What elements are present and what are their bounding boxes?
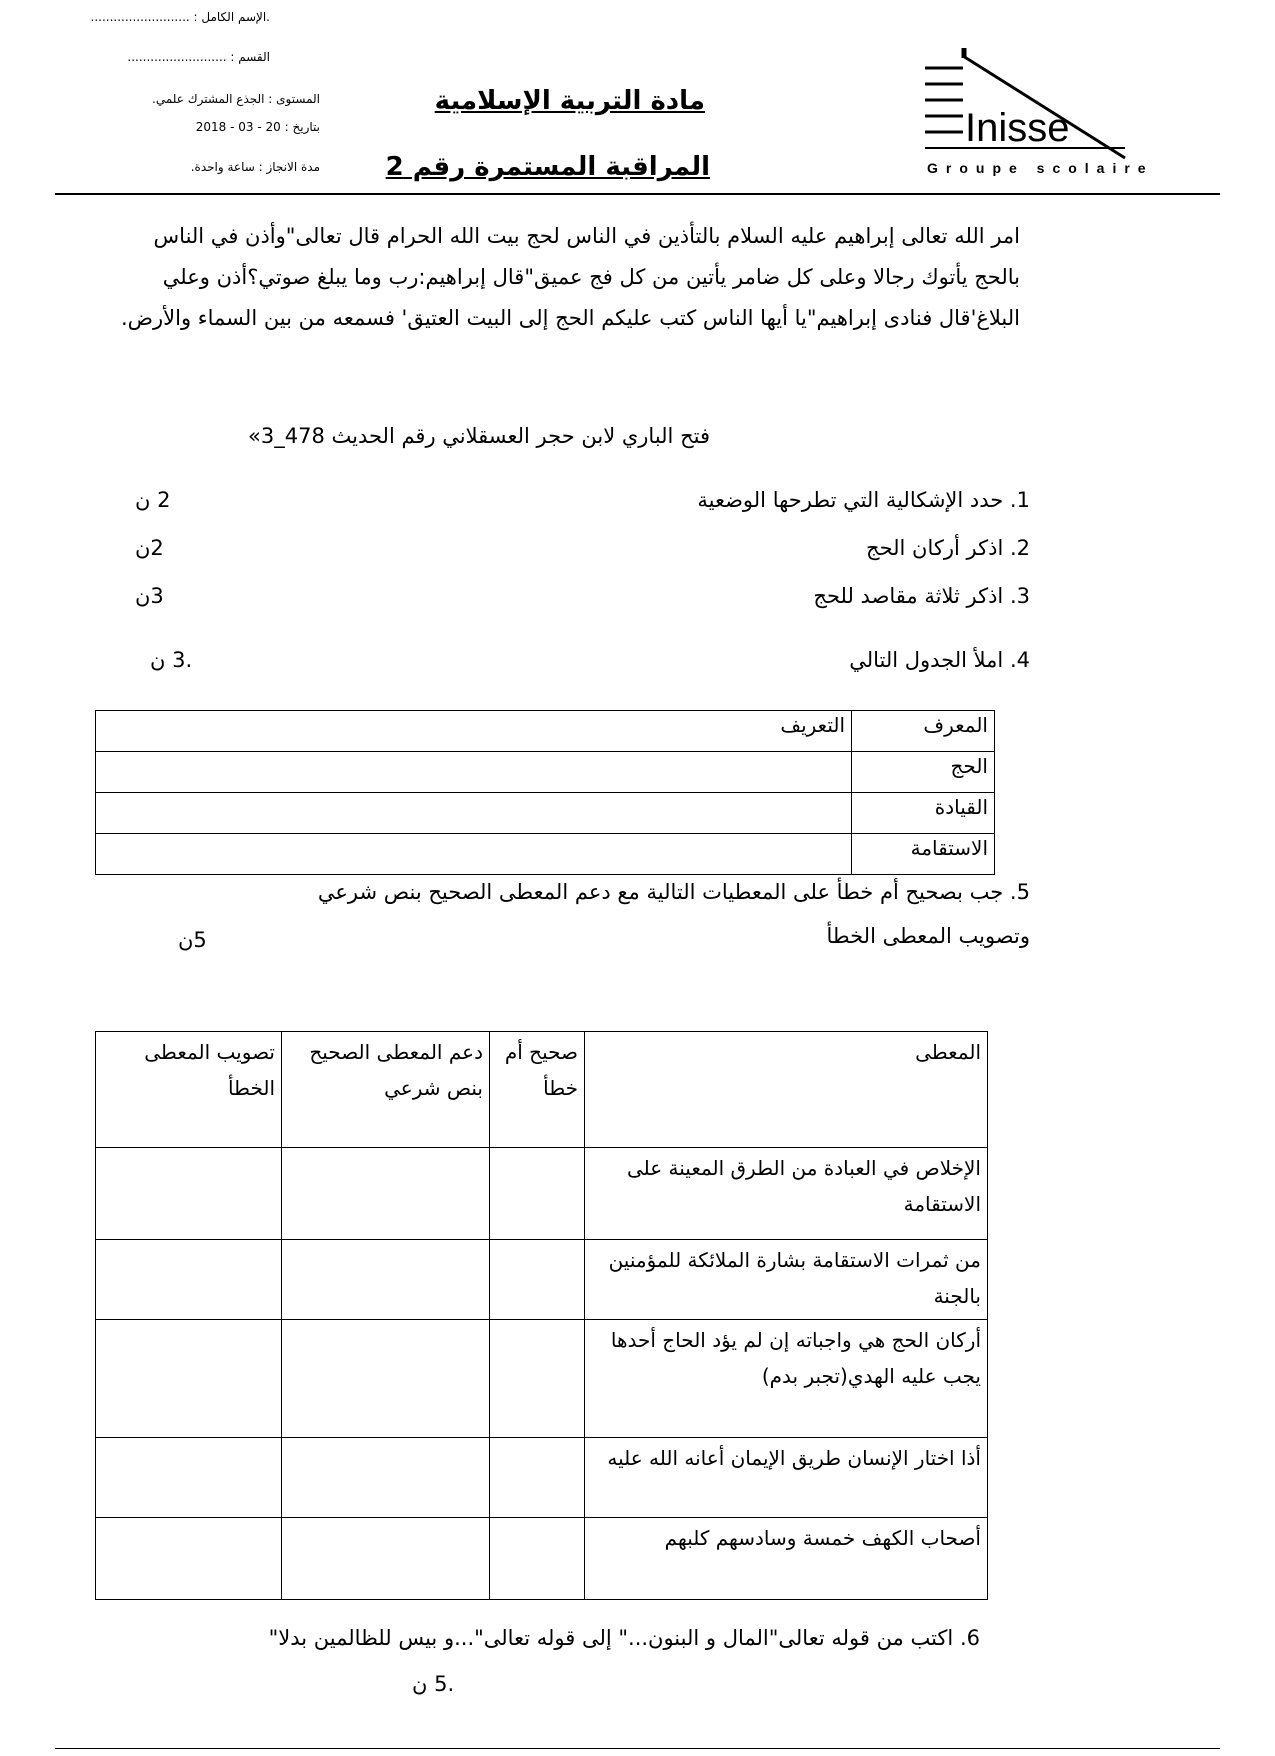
question-6: 6. اكتب من قوله تعالى"المال و البنون..." إلى قوله تعالى"...و بيس للظالمين بدلا": [268, 1626, 980, 1650]
passage-source: فتح الباري لابن حجر العسقلاني رقم الحديث 478_3»: [248, 424, 710, 448]
correction-cell[interactable]: [96, 1320, 282, 1438]
table-row: [96, 793, 995, 834]
correction-cell[interactable]: [96, 1438, 282, 1518]
definition-cell[interactable]: [96, 834, 852, 875]
question-5-line1: 5. جب بصحيح أم خطأ على المعطيات التالية مع دعم المعطى الصحيح بنص شرعي: [317, 880, 1030, 904]
table-row: [96, 1518, 988, 1600]
name-field-label: .الإسم الكامل : ..........................: [90, 10, 270, 24]
table-row: [96, 1438, 988, 1518]
header-correction: تصويب المعطى الخطأ: [96, 1032, 282, 1148]
question-2-mark: 2ن: [135, 536, 164, 560]
question-1-mark: 2 ن: [135, 488, 171, 512]
footer-divider: [55, 1748, 1220, 1749]
statement-cell: أصحاب الكهف خمسة وسادسهم كلبهم: [585, 1518, 988, 1600]
answer-cell[interactable]: [490, 1320, 585, 1438]
statement-cell: أركان الحج هي واجباته إن لم يؤد الحاج أحدها يجب عليه الهدي(تجبر بدم): [585, 1320, 988, 1438]
question-6-mark: .5 ن: [412, 1672, 455, 1696]
school-logo: [925, 48, 1154, 178]
support-cell[interactable]: [282, 1320, 490, 1438]
logo-subtitle: Groupe scolaire: [927, 160, 1154, 176]
question-5-line2: وتصويب المعطى الخطأ: [826, 924, 1030, 948]
header-divider: [55, 193, 1220, 195]
support-cell[interactable]: [282, 1148, 490, 1240]
question-3-mark: 3ن: [135, 584, 164, 608]
term-cell: الحج: [852, 752, 995, 793]
question-2: 2. اذكر أركان الحج: [866, 536, 1030, 560]
question-4-mark: .3 ن: [150, 648, 193, 672]
passage-text: امر الله تعالى إبراهيم عليه السلام بالتأذين في الناس لحج بيت الله الحرام قال تعالى"وأذن في الناس بالحج يأتوك رجالا وعلى كل ضامر يأتين من كل فج عميق"قال إبراهيم:رب وما يبلغ صوتي؟أذن وعلي البلاغ'قال فنادى إبراهيم"يا أيها الناس كتب عليكم الحج إلى البيت العتيق' فسمعه من بين السماء والأرض.: [120, 224, 1020, 330]
question-5-mark: 5ن: [178, 928, 207, 952]
question-1: 1. حدد الإشكالية التي تطرحها الوضعية: [697, 488, 1030, 512]
level-label: المستوى : الجذع المشترك علمي.: [152, 92, 320, 106]
support-cell[interactable]: [282, 1438, 490, 1518]
correction-cell[interactable]: [96, 1240, 282, 1320]
table-row: [96, 1320, 988, 1438]
header-term: المعرف: [852, 711, 995, 752]
date-label: بتاريخ : 20 - 03 - 2018: [195, 120, 320, 134]
answer-cell[interactable]: [490, 1148, 585, 1240]
statement-cell: أذا اختار الإنسان طريق الإيمان أعانه الله عليه: [585, 1438, 988, 1518]
header-definition: التعريف: [96, 711, 852, 752]
statements-table: [95, 1031, 988, 1600]
statement-cell: من ثمرات الاستقامة بشارة الملائكة للمؤمنين بالجنة: [585, 1240, 988, 1320]
subject-title: مادة التربية الإسلامية: [434, 86, 705, 116]
header-support: دعم المعطى الصحيح بنص شرعي: [282, 1032, 490, 1148]
term-cell: الاستقامة: [852, 834, 995, 875]
definition-cell[interactable]: [96, 752, 852, 793]
header-statement: المعطى: [585, 1032, 988, 1148]
question-3: 3. اذكر ثلاثة مقاصد للحج: [813, 584, 1030, 608]
logo-text: Inisse: [965, 106, 1070, 150]
definitions-table: [95, 710, 995, 875]
correction-cell[interactable]: [96, 1148, 282, 1240]
statement-cell: الإخلاص في العبادة من الطرق المعينة على الاستقامة: [585, 1148, 988, 1240]
table-row: [96, 1240, 988, 1320]
support-cell[interactable]: [282, 1240, 490, 1320]
table-header-row: [96, 711, 995, 752]
table-row: [96, 834, 995, 875]
answer-cell[interactable]: [490, 1240, 585, 1320]
question-4: 4. املأ الجدول التالي: [849, 648, 1030, 672]
table-row: [96, 1148, 988, 1240]
exam-title: المراقبة المستمرة رقم 2: [385, 152, 710, 182]
term-cell: القيادة: [852, 793, 995, 834]
correction-cell[interactable]: [96, 1518, 282, 1600]
answer-cell[interactable]: [490, 1518, 585, 1600]
duration-label: مدة الانجاز : ساعة واحدة.: [190, 160, 320, 174]
table-header-row: [96, 1032, 988, 1148]
header-true-false: صحيح أم خطأ: [490, 1032, 585, 1148]
support-cell[interactable]: [282, 1518, 490, 1600]
definition-cell[interactable]: [96, 793, 852, 834]
section-field-label: القسم : ..........................: [127, 50, 270, 64]
answer-cell[interactable]: [490, 1438, 585, 1518]
table-row: [96, 752, 995, 793]
